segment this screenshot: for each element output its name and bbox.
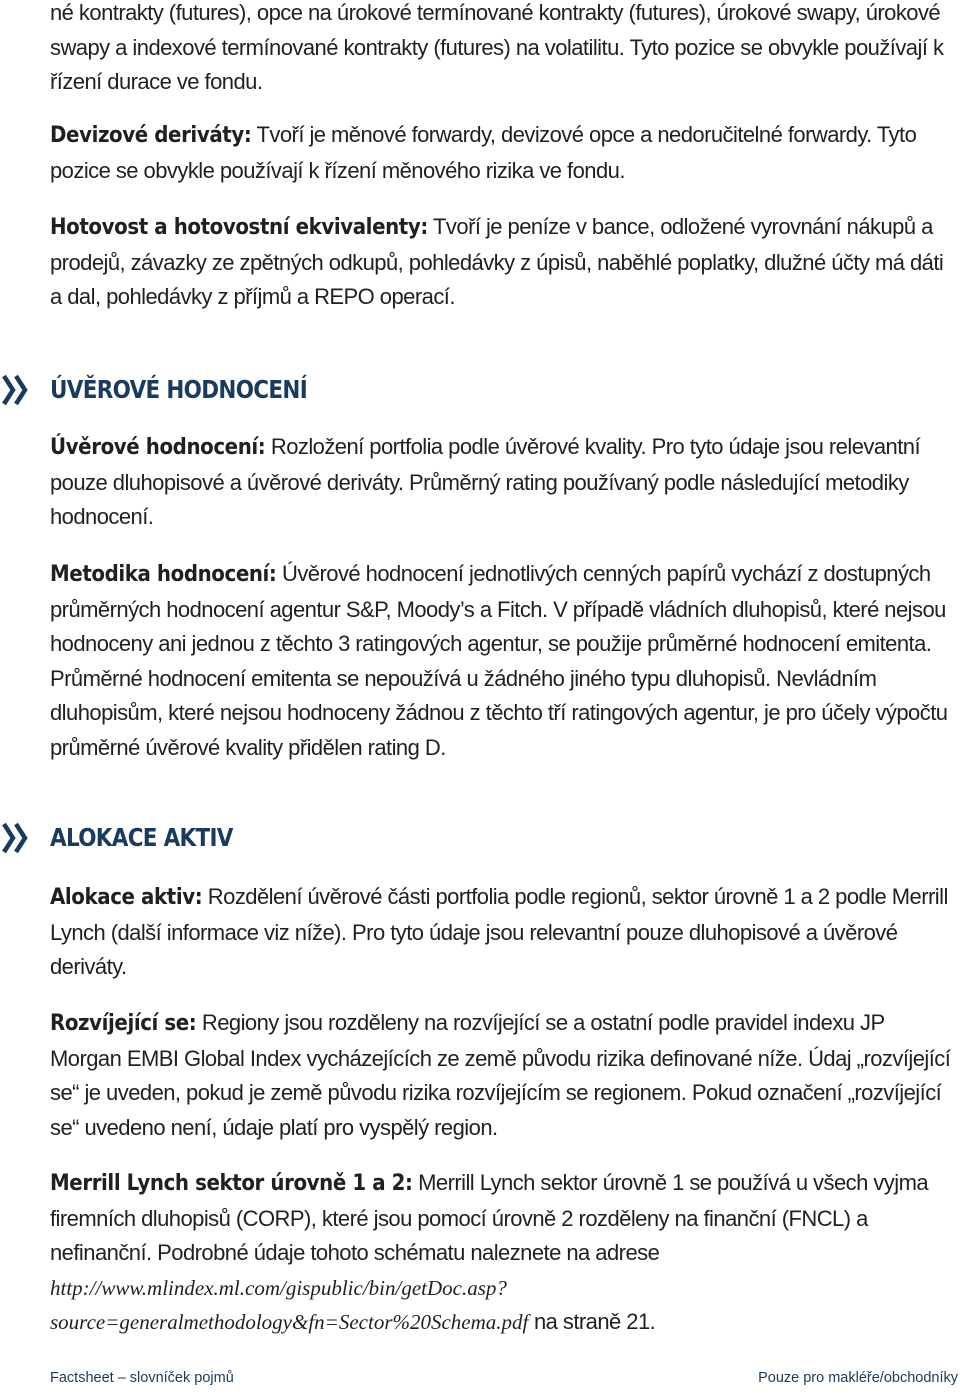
section-title: ALOKACE AKTIV: [50, 823, 233, 852]
double-chevron-icon: [1, 372, 31, 408]
paragraph-merrill-lynch-sectors: [50, 1166, 956, 1340]
term-credit-rating: Úvěrové hodnocení:: [50, 435, 266, 460]
term-rating-methodology: Metodika hodnocení:: [50, 562, 277, 587]
paragraph-text: Regiony jsou rozděleny na rozvíjející se a ostatní podle pravidel indexu JP Morgan EMBI Global Index vycházejících ze země původu rizika definované níže. Údaj „rozvíjející se“ je uveden, pokud je země původu rizika rozvíjejícím se regionem. Pokud označení „rozvíjející se“ uvedeno není, údaje platí pro vyspělý region.: [50, 1010, 951, 1140]
paragraph-text: Tvoří je peníze v bance, odložené vyrovnání nákupů a prodejů, závazky ze zpětných odkupů, pohledávky z úpisů, naběhlé poplatky, dlužné účty má dáti a dal, pohledávky z příjmů a REPO operací.: [50, 214, 944, 309]
footer-document-title: Factsheet – slovníček pojmů: [50, 1370, 234, 1386]
paragraph-tail: na straně 21.: [528, 1309, 656, 1334]
paragraph-rating-methodology: [50, 557, 956, 765]
paragraph-text: Rozdělení úvěrové části portfolia podle regionů, sektor úrovně 1 a 2 podle Merrill Lynch (další informace viz níže). Pro tyto údaje jsou relevantní pouze dluhopisové a úvěrové deriváty.: [50, 884, 948, 979]
methodology-url-link[interactable]: http://www.mlindex.ml.com/gispublic/bin/getDoc.asp?source=generalmethodology&fn=Sector%20Schema.pdf: [50, 1275, 529, 1334]
paragraph-emerging: [50, 1006, 956, 1145]
paragraph-text: Rozložení portfolia podle úvěrové kvality. Pro tyto údaje jsou relevantní pouze dluhopisové a úvěrové deriváty. Průměrný rating používaný podle následující metodiky hodnocení.: [50, 434, 921, 529]
paragraph-text: Úvěrové hodnocení jednotlivých cenných papírů vychází z dostupných průměrných hodnocení agentur S&P, Moody’s a Fitch. V případě vládních dluhopisů, které nejsou hodnoceny ani jednou z těchto 3 ratingových agentur, se použije průměrné hodnocení emitenta. Průměrné hodnocení emitenta se nepoužívá u žádného jiného typu dluhopisů. Nevládním dluhopisům, které nejsou hodnoceny žádnou z těchto tří ratingových agentur, je pro účely výpočtu průměrné úvěrové kvality přidělen rating D.: [50, 561, 948, 760]
section-header-credit-rating: [0, 372, 900, 412]
term-emerging: Rozvíjející se:: [50, 1011, 197, 1036]
paragraph-text: né kontrakty (futures), opce na úrokové termínované kontrakty (futures), úrokové swapy, úrokové swapy a indexové termínované kontrakty (futures) na volatilitu. Tyto pozice se obvykle používají k řízení durace ve fondu.: [50, 0, 944, 94]
section-header-asset-allocation: [0, 820, 900, 860]
term-merrill-lynch-sectors: Merrill Lynch sektor úrovně 1 a 2:: [50, 1171, 413, 1196]
paragraph-asset-allocation: [50, 880, 956, 985]
paragraph-text: Tvoří je měnové forwardy, devizové opce a nedoručitelné forwardy. Tyto pozice se obvykle používají k řízení měnového rizika ve fondu.: [50, 122, 917, 183]
paragraph-futures-continued: [50, 0, 956, 100]
section-title: ÚVĚROVÉ HODNOCENÍ: [50, 375, 308, 404]
paragraph-credit-rating: [50, 430, 956, 535]
double-chevron-icon: [1, 820, 31, 856]
paragraph-text: Merrill Lynch sektor úrovně 1 se používá u všech vyjma firemních dluhopisů (CORP), které jsou pomocí úrovně 2 rozděleny na finanční (FNCL) a nefinanční. Podrobné údaje tohoto schématu naleznete na adrese: [50, 1170, 929, 1265]
term-currency-derivatives: Devizové deriváty:: [50, 123, 252, 148]
paragraph-cash-equivalents: [50, 210, 956, 315]
paragraph-currency-derivatives: [50, 118, 956, 188]
term-cash-equivalents: Hotovost a hotovostní ekvivalenty:: [50, 215, 428, 240]
footer-audience-note: Pouze pro makléře/obchodníky: [758, 1370, 958, 1386]
term-asset-allocation: Alokace aktiv:: [50, 885, 203, 910]
